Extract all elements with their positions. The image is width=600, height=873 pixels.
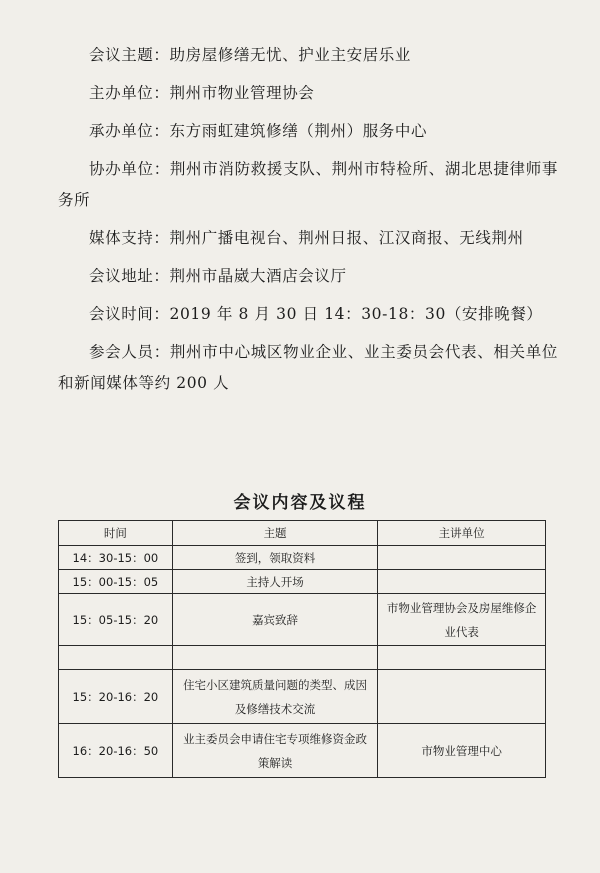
co-organizers: 协办单位：荆州市消防救援支队、荆州市特检所、湖北思捷律师事务所 bbox=[58, 160, 558, 209]
row-time: 15：00-15：05 bbox=[59, 570, 173, 594]
header-speaker: 主讲单位 bbox=[378, 521, 546, 546]
table-row bbox=[59, 670, 546, 724]
table-row bbox=[59, 646, 546, 670]
host-unit: 承办单位：东方雨虹建筑修缮（荆州）服务中心 bbox=[89, 122, 428, 140]
row-topic bbox=[172, 646, 378, 670]
agenda-header-row bbox=[59, 521, 546, 546]
row-speaker bbox=[378, 570, 546, 594]
row-time: 14：30-15：00 bbox=[59, 546, 173, 570]
organizer: 主办单位：荆州市物业管理协会 bbox=[89, 84, 315, 102]
meeting-info bbox=[58, 40, 558, 406]
media-support: 媒体支持：荆州广播电视台、荆州日报、江汉商报、无线荆州 bbox=[89, 229, 524, 247]
row-topic: 主持人开场 bbox=[172, 570, 378, 594]
row-topic: 签到，领取资料 bbox=[172, 546, 378, 570]
row-speaker bbox=[378, 670, 546, 724]
row-speaker bbox=[378, 646, 546, 670]
table-row bbox=[59, 724, 546, 778]
attendees: 参会人员：荆州市中心城区物业企业、业主委员会代表、相关单位和新闻媒体等约 200 人 bbox=[58, 343, 558, 392]
row-time bbox=[59, 646, 173, 670]
row-speaker: 市物业管理协会及房屋维修企业代表 bbox=[378, 594, 546, 646]
row-time: 15：05-15：20 bbox=[59, 594, 173, 646]
row-topic: 嘉宾致辞 bbox=[172, 594, 378, 646]
meeting-time: 会议时间：2019 年 8 月 30 日 14：30-18：30（安排晚餐） bbox=[89, 305, 543, 323]
row-time: 16：20-16：50 bbox=[59, 724, 173, 778]
row-topic: 住宅小区建筑质量问题的类型、成因及修缮技术交流 bbox=[172, 670, 378, 724]
row-speaker bbox=[378, 546, 546, 570]
meeting-address: 会议地址：荆州市晶崴大酒店会议厅 bbox=[89, 267, 347, 285]
table-row bbox=[59, 594, 546, 646]
table-row bbox=[59, 570, 546, 594]
table-row bbox=[59, 546, 546, 570]
meeting-theme: 会议主题：助房屋修缮无忧、护业主安居乐业 bbox=[89, 46, 412, 64]
agenda-table bbox=[58, 520, 546, 778]
row-speaker: 市物业管理中心 bbox=[378, 724, 546, 778]
header-time: 时间 bbox=[59, 521, 173, 546]
row-time: 15：20-16：20 bbox=[59, 670, 173, 724]
row-topic: 业主委员会申请住宅专项维修资金政策解读 bbox=[172, 724, 378, 778]
agenda-title: 会议内容及议程 bbox=[233, 493, 367, 513]
header-topic: 主题 bbox=[172, 521, 378, 546]
